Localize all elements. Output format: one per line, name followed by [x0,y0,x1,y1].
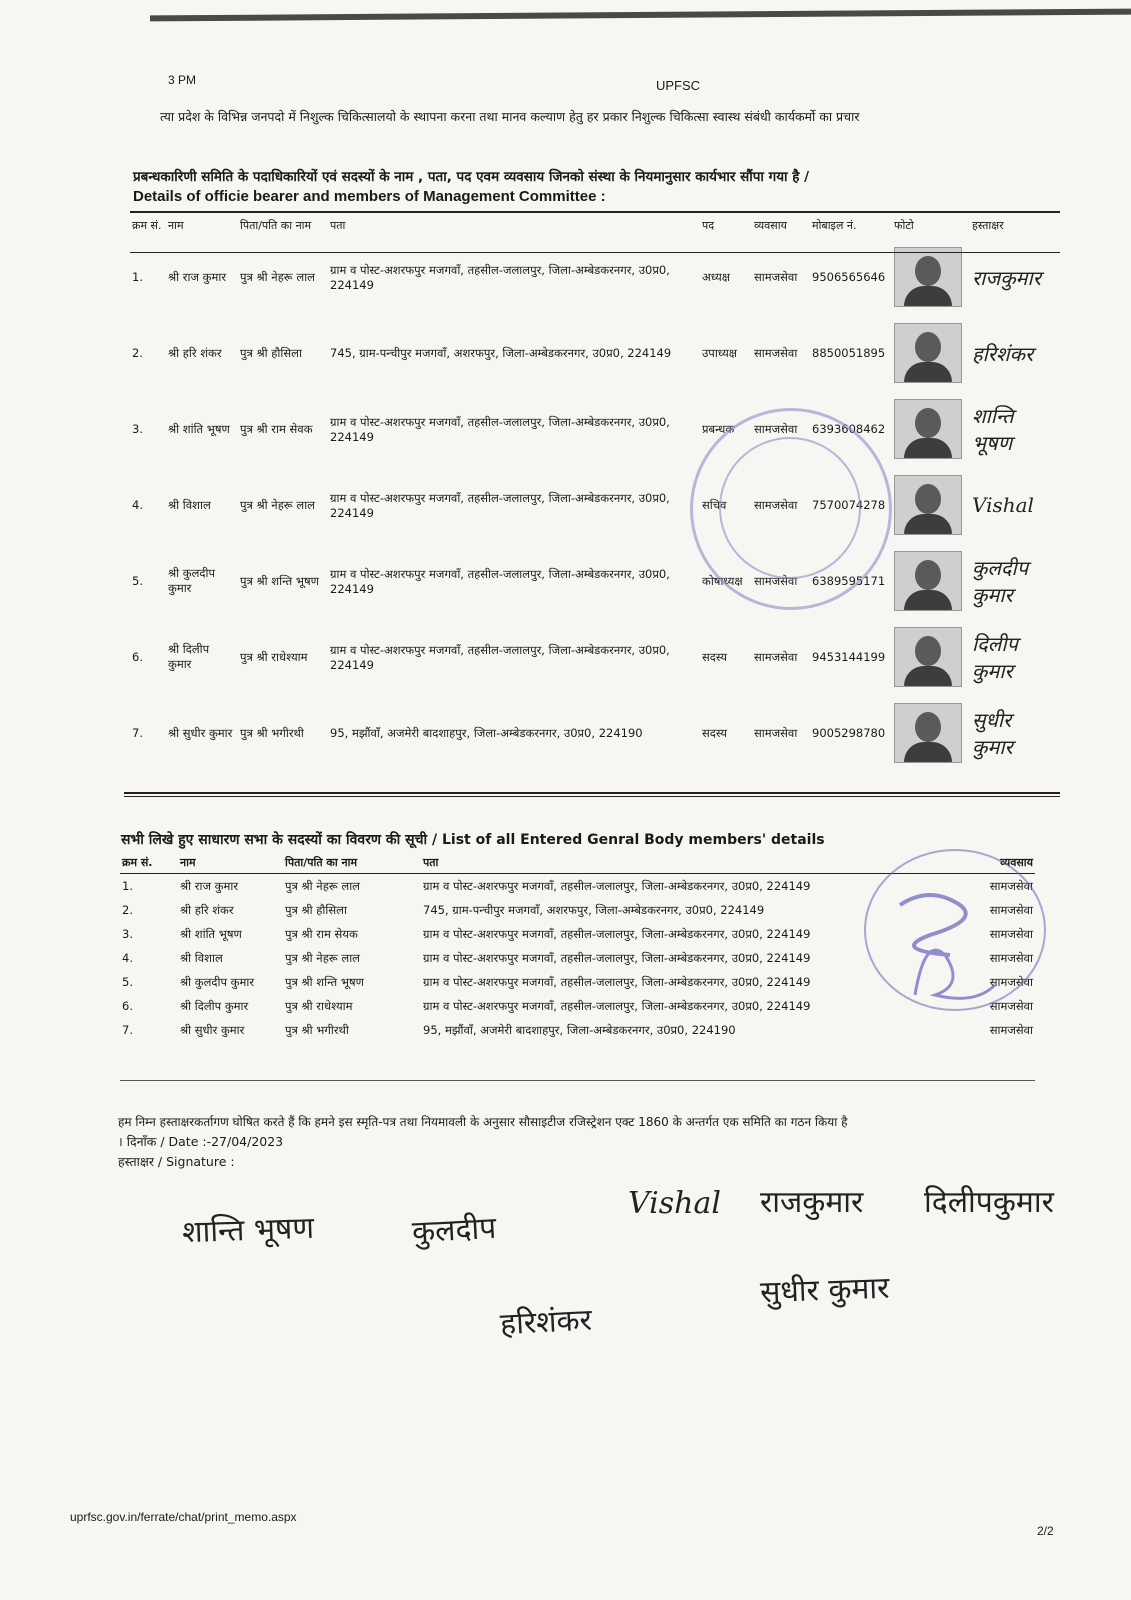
cell-post: उपाध्यक्ष [702,345,738,360]
table-row [130,239,1060,315]
gb-col-name: नाम [178,852,283,874]
member-photo [894,703,962,763]
col-name: नाम [168,219,184,232]
declaration-date: । दिनाँक / Date :-27/04/2023 [118,1134,284,1149]
cell-sno: 1. [132,270,143,284]
cell-address: ग्राम व पोस्ट-अशरफपुर मजगवाँ, तहसील-जलालपुर, जिला-अम्बेडकरनगर, उ0प्र0, 224149 [330,566,670,596]
cell-photo [892,467,970,543]
cell-father: पुत्र श्री राम सेवक [240,421,313,436]
cell-post: अध्यक्ष [702,269,731,284]
cell-signature: हरिशंकर [972,341,1034,366]
cell-post: सचिव [702,497,727,512]
gb-col-father: पिता/पति का नाम [283,852,421,874]
cell-photo [892,239,970,315]
gb-cell-address: ग्राम व पोस्ट-अशरफपुर मजगवाँ, तहसील-जलालपुर, जिला-अम्बेडकरनगर, उ0प्र0, 224149 [423,926,811,941]
gb-cell-sno: 5. [122,975,133,989]
cell-mobile: 6393608462 [812,422,886,436]
cell-address: ग्राम व पोस्ट-अशरफपुर मजगवाँ, तहसील-जलालपुर, जिला-अम्बेडकरनगर, उ0प्र0, 224149 [330,414,670,444]
cell-signature: दिलीप कुमार [972,632,1018,683]
cell-occupation: सामजसेवा [754,573,798,588]
cell-name: श्री सुधीर कुमार [168,725,233,740]
gb-cell-address: 95, मझौंवाँ, अजमेरी बादशाहपुर, जिला-अम्बेडकरनगर, उ0प्र0, 224190 [423,1022,736,1037]
gb-col-sno: क्रम सं. [120,852,178,874]
gb-cell-sno: 2. [122,903,133,917]
cell-photo [892,315,970,391]
gb-cell-address: ग्राम व पोस्ट-अशरफपुर मजगवाँ, तहसील-जलालपुर, जिला-अम्बेडकरनगर, उ0प्र0, 224149 [423,974,811,989]
gb-cell-occupation: सामजसेवा [989,902,1033,917]
gb-cell-occupation: सामजसेवा [989,950,1033,965]
gb-cell-address: ग्राम व पोस्ट-अशरफपुर मजगवाँ, तहसील-जलालपुर, जिला-अम्बेडकरनगर, उ0प्र0, 224149 [423,950,811,965]
cell-sno: 2. [132,346,143,360]
gb-col-occupation: व्यवसाय [961,852,1035,874]
footer-page-number: 2/2 [1037,1524,1054,1538]
signature-harishankar: हरिशंकर [499,1302,593,1343]
table-bottom-rule-2 [124,796,1060,797]
signature-kuldeep: कुलदीप [411,1210,498,1251]
cell-photo [892,543,970,619]
cell-name: श्री राज कुमार [168,269,227,284]
management-committee-title-hi: प्रबन्धकारिणी समिति के पदाधिकारियों एवं सदस्यों के नाम , पता, पद एवम व्यवसाय जिनको संस्था के नियमानुसार कार्यभार सौंपा गया है / [133,169,810,185]
gb-cell-father: पुत्र श्री भगीरथी [285,1022,349,1037]
col-sno: क्रम सं. [132,219,162,232]
member-photo [894,247,962,307]
gb-cell-occupation: सामजसेवा [989,878,1033,893]
signature-shanti-bhushan: शान्ति भूषण [181,1210,315,1251]
cell-father: पुत्र श्री हौसिला [240,345,302,360]
gb-cell-sno: 7. [122,1023,133,1037]
header-bottom-rule [130,252,1060,253]
cell-name: श्री दिलीप कुमार [168,642,210,671]
cell-signature: शान्ति भूषण [972,404,1014,455]
cell-address: ग्राम व पोस्ट-अशरफपुर मजगवाँ, तहसील-जलालपुर, जिला-अम्बेडकरनगर, उ0प्र0, 224149 [330,642,670,672]
cell-name: श्री शांति भूषण [168,421,230,436]
gb-cell-address: ग्राम व पोस्ट-अशरफपुर मजगवाँ, तहसील-जलालपुर, जिला-अम्बेडकरनगर, उ0प्र0, 224149 [423,998,811,1013]
cell-photo [892,695,970,771]
member-photo [894,627,962,687]
cell-post: प्रबन्धक [702,421,735,436]
management-committee-title-en: Details of officie bearer and members of Management Committee : [133,188,606,205]
gb-cell-occupation: सामजसेवा [989,974,1033,989]
registrar-round-stamp [690,408,892,610]
gb-cell-father: पुत्र श्री हौसिला [285,902,347,917]
cell-signature: सुधीर कुमार [972,708,1013,759]
gb-cell-father: पुत्र श्री राधेश्याम [285,998,353,1013]
cell-occupation: सामजसेवा [754,497,798,512]
table-top-rule [130,211,1060,213]
cell-sno: 4. [132,498,143,512]
cell-father: पुत्र श्री नेहरू लाल [240,497,315,512]
gb-cell-name: श्री कुलदीप कुमार [180,974,255,989]
member-photo [894,551,962,611]
cell-occupation: सामजसेवा [754,269,798,284]
table-row [130,315,1060,391]
gb-cell-name: श्री राज कुमार [180,878,239,893]
cell-address: ग्राम व पोस्ट-अशरफपुर मजगवाँ, तहसील-जलालपुर, जिला-अम्बेडकरनगर, उ0प्र0, 224149 [330,262,670,292]
cell-mobile: 9506565646 [812,270,886,284]
table-row [130,543,1060,619]
signature-rajkumar: राजकुमार [760,1185,864,1220]
gb-row [120,1018,1035,1042]
cell-address: 745, ग्राम-पन्चीपुर मजगवाँ, अशरफपुर, जिला-अम्बेडकरनगर, उ0प्र0, 224149 [330,345,672,360]
gb-col-address: पता [421,852,961,874]
cell-signature: Vishal [972,493,1034,517]
table-bottom-rule [124,792,1060,794]
gb-cell-name: श्री सुधीर कुमार [180,1022,245,1037]
cell-address: ग्राम व पोस्ट-अशरफपुर मजगवाँ, तहसील-जलालपुर, जिला-अम्बेडकरनगर, उ0प्र0, 224149 [330,490,670,520]
col-photo: फोटो [894,219,914,232]
cell-post: सदस्य [702,649,728,664]
col-post: पद [702,219,715,232]
cell-name: श्री हरि शंकर [168,345,222,360]
cell-address: 95, मझौंवाँ, अजमेरी बादशाहपुर, जिला-अम्बेडकरनगर, उ0प्र0, 224190 [330,725,643,740]
cell-mobile: 9005298780 [812,726,886,740]
member-photo [894,399,962,459]
gb-cell-occupation: सामजसेवा [989,926,1033,941]
col-occupation: व्यवसाय [754,219,787,232]
cell-post: सदस्य [702,725,728,740]
gb-cell-name: श्री हरि शंकर [180,902,234,917]
gb-cell-sno: 1. [122,879,133,893]
table-row [130,391,1060,467]
footer-url: uprfsc.gov.in/ferrate/chat/print_memo.aspx [70,1510,297,1524]
cell-photo [892,391,970,467]
cell-sno: 7. [132,726,143,740]
cell-photo [892,619,970,695]
cell-name: श्री कुलदीप कुमार [168,566,216,595]
gb-cell-occupation: सामजसेवा [989,998,1033,1013]
gb-cell-name: श्री विशाल [180,950,223,965]
col-mobile: मोबाइल नं. [812,219,857,232]
member-photo [894,323,962,383]
table-header-row [130,216,1060,239]
cell-occupation: सामजसेवा [754,345,798,360]
cell-occupation: सामजसेवा [754,649,798,664]
deputy-registrar-stamp [860,845,1050,1015]
cell-occupation: सामजसेवा [754,421,798,436]
table-row [130,695,1060,771]
gb-cell-father: पुत्र श्री राम सेयक [285,926,358,941]
management-committee-table [130,216,1060,771]
table-row [130,467,1060,543]
signature-dilip: दिलीपकुमार [924,1185,1054,1220]
general-body-title: सभी लिखे हुए साधारण सभा के सदस्यों का विवरण की सूची / List of all Entered Genral Body members' details [121,832,825,848]
gb-cell-sno: 4. [122,951,133,965]
print-site-title: UPFSC [656,78,701,93]
gb-bottom-rule [120,1080,1035,1081]
cell-sno: 5. [132,574,143,588]
col-signature: हस्ताक्षर [972,219,1004,232]
cell-father: पुत्र श्री नेहरू लाल [240,269,315,284]
member-photo [894,475,962,535]
declaration-text: हम निम्न हस्ताक्षरकर्तागण घोषित करते हैं कि हमने इस स्मृति-पत्र तथा नियमावली के अनुसार सौसाइटीज रजिस्ट्रेशन एक्ट 1860 के अन्तर्गत एक समिति का गठन किया है [118,1115,848,1129]
signature-vishal: Vishal [628,1186,721,1221]
page-edge-shadow [150,9,1131,22]
gb-cell-address: ग्राम व पोस्ट-अशरफपुर मजगवाँ, तहसील-जलालपुर, जिला-अम्बेडकरनगर, उ0प्र0, 224149 [423,878,811,893]
cell-name: श्री विशाल [168,497,211,512]
col-father: पिता/पति का नाम [240,219,312,232]
cell-mobile: 8850051895 [812,346,886,360]
gb-cell-occupation: सामजसेवा [989,1022,1033,1037]
gb-cell-father: पुत्र श्री नेहरू लाल [285,878,360,893]
gb-cell-father: पुत्र श्री नेहरू लाल [285,950,360,965]
gb-cell-name: श्री शांति भूषण [180,926,242,941]
gb-cell-name: श्री दिलीप कुमार [180,998,249,1013]
cell-father: पुत्र श्री शन्ति भूषण [240,573,319,588]
cell-occupation: सामजसेवा [754,725,798,740]
signature-label: हस्ताक्षर / Signature : [118,1154,235,1169]
cell-signature: कुलदीप कुमार [972,556,1029,607]
cell-mobile: 7570074278 [812,498,886,512]
cell-sno: 6. [132,650,143,664]
objective-text: त्या प्रदेश के विभिन्न जनपदो में निशुल्क चिकित्सालयो के स्थापना करना तथा मानव कल्याण हेतु हर प्रकार निशुल्क चिकित्सा स्वास्थ संबंधी कार्यकर्मो का प्रचार [160,109,860,124]
gb-cell-sno: 3. [122,927,133,941]
col-address: पता [330,219,346,232]
gb-cell-father: पुत्र श्री शन्ति भूषण [285,974,364,989]
gb-cell-sno: 6. [122,999,133,1013]
cell-father: पुत्र श्री राधेश्याम [240,649,308,664]
gb-cell-address: 745, ग्राम-पन्चीपुर मजगवाँ, अशरफपुर, जिला-अम्बेडकरनगर, उ0प्र0, 224149 [423,902,765,917]
print-time: 3 PM [168,73,197,87]
cell-signature: राजकुमार [972,265,1041,290]
table-row [130,619,1060,695]
cell-mobile: 9453144199 [812,650,886,664]
cell-father: पुत्र श्री भगीरथी [240,725,304,740]
cell-mobile: 6389595171 [812,574,886,588]
cell-sno: 3. [132,422,143,436]
signature-sudhir: सुधीर कुमार [759,1270,890,1311]
cell-post: कोषाध्यक्ष [702,573,743,588]
